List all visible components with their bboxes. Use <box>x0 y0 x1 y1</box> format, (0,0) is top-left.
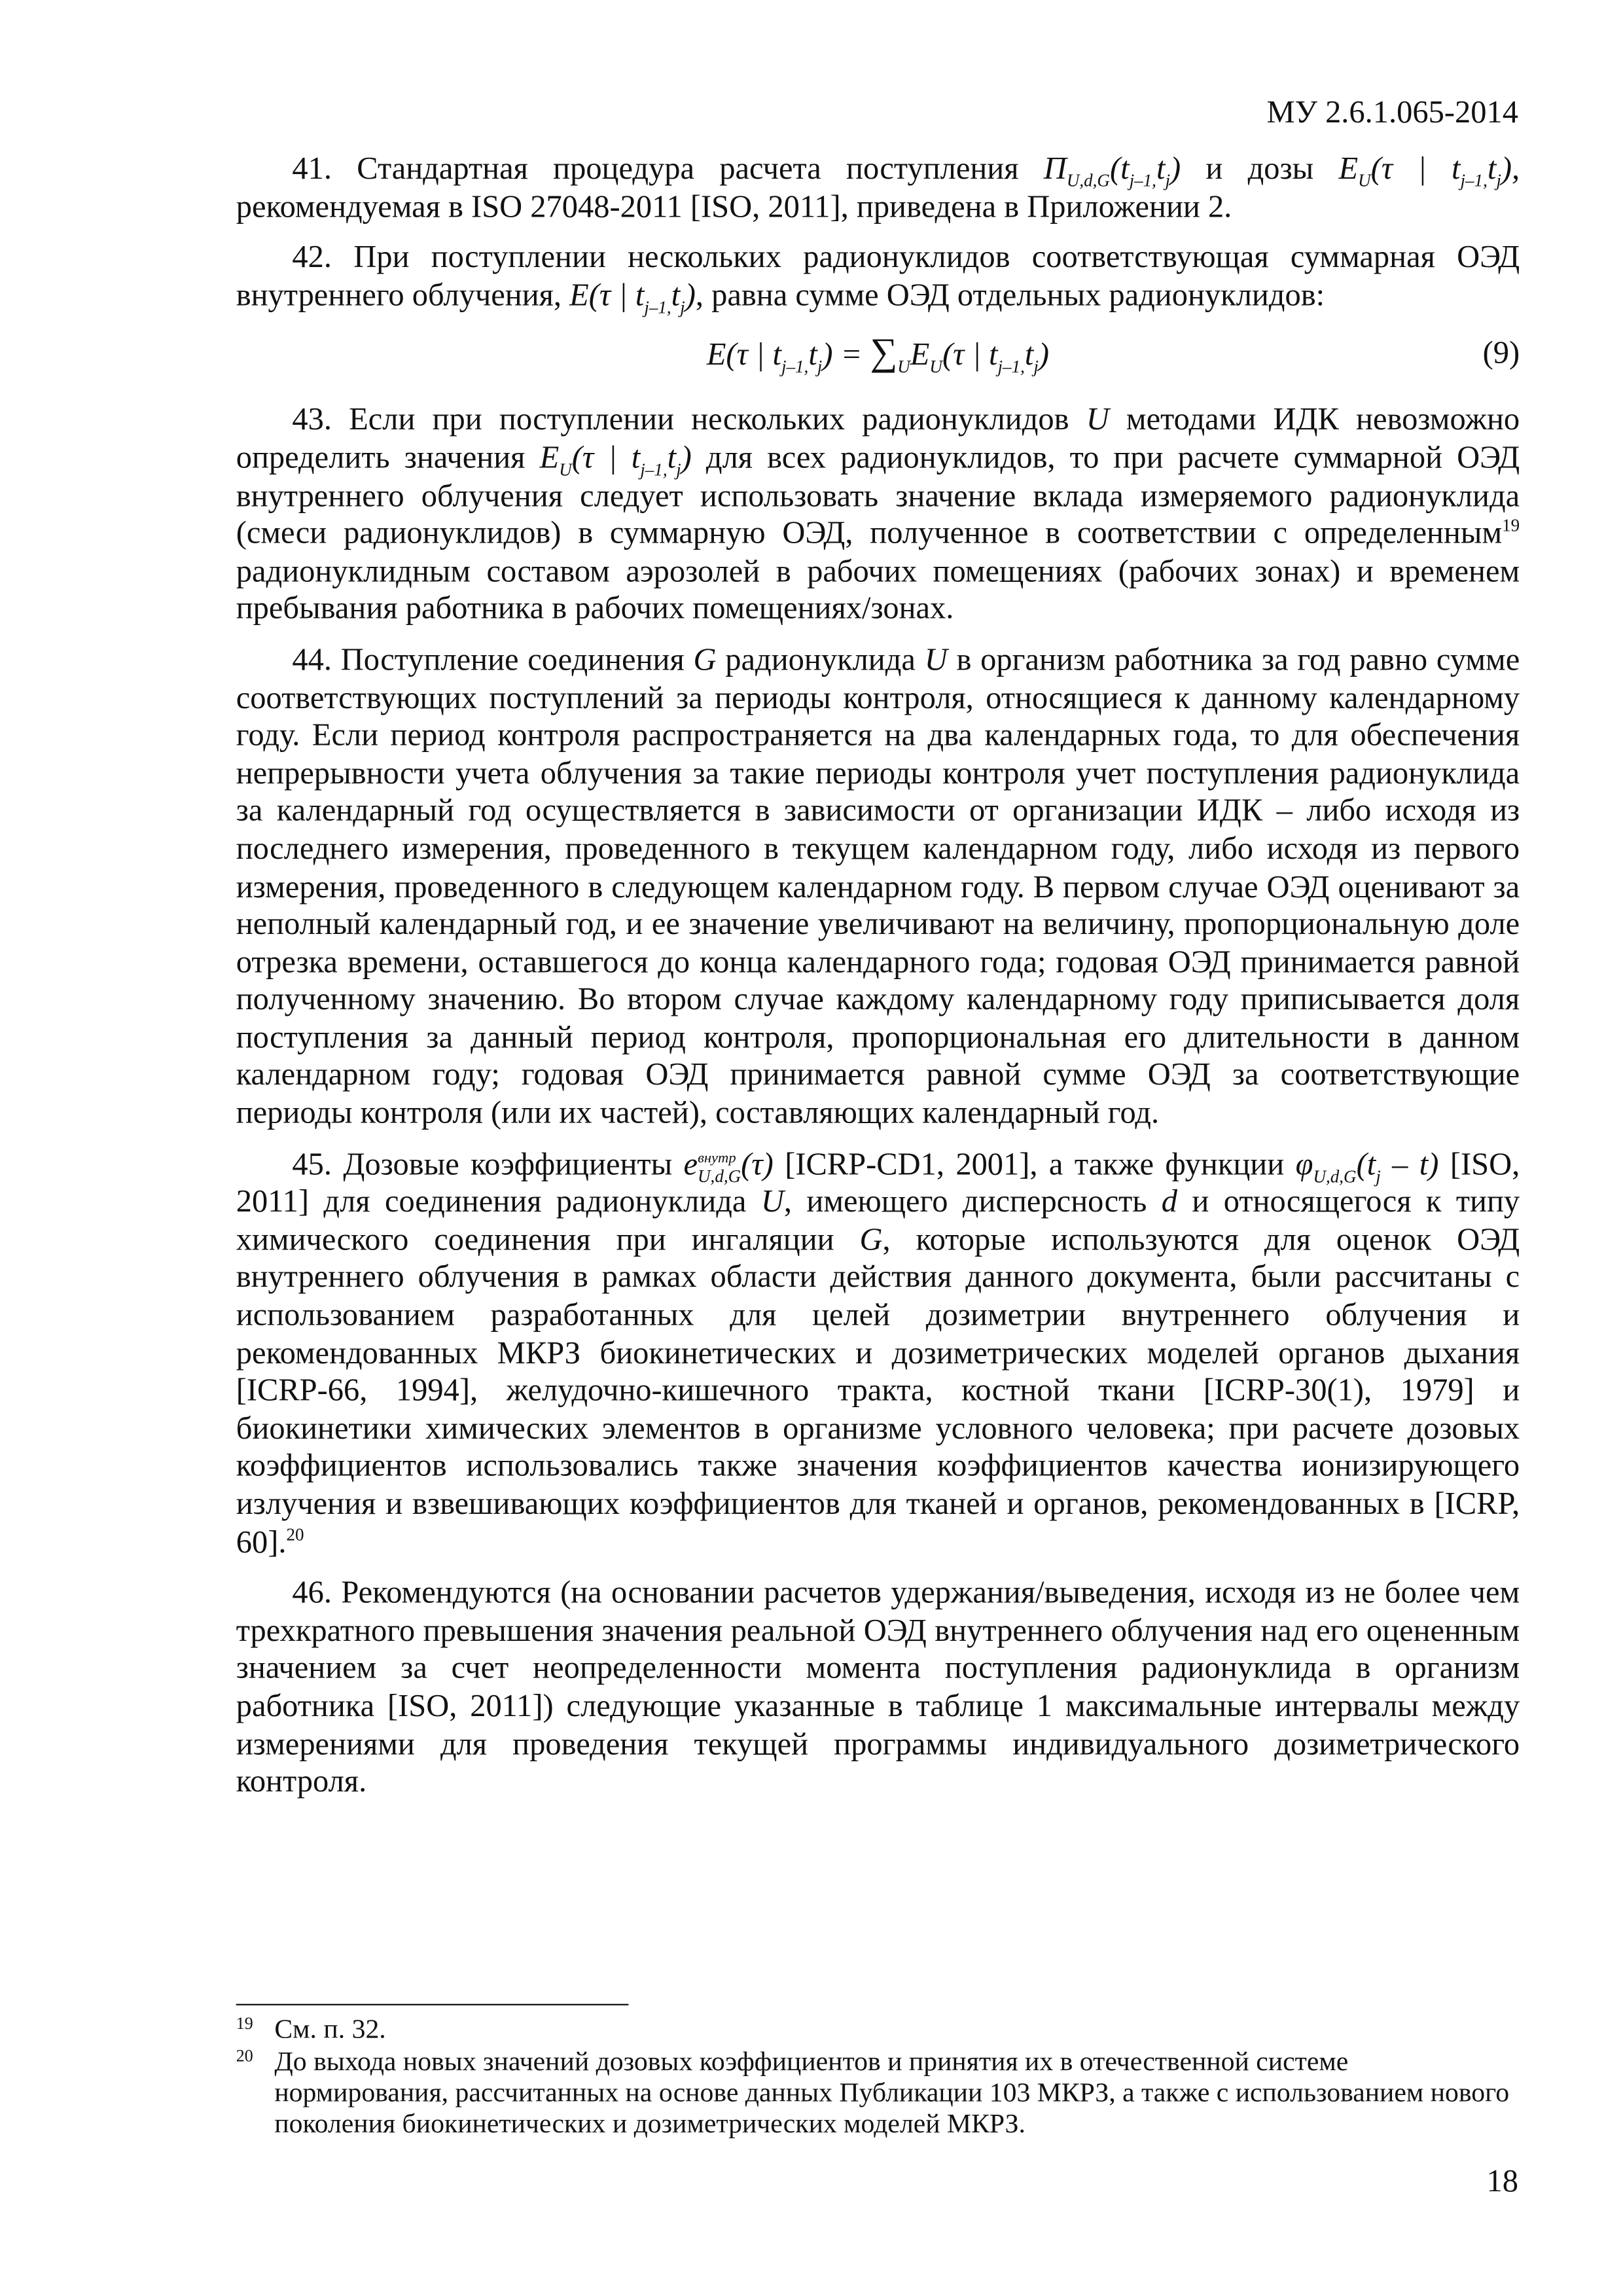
equation-9-body: E(τ | $t_{j-1,}t_j) = \sum_UE_U(\tau$ | $t_{j-1,}t_j$) <box>706 331 1050 378</box>
phi-function-formula: $\varphi_{U,d,G}(t_j - t)$ <box>1295 1146 1439 1187</box>
page-body <box>236 151 1520 1815</box>
page-number: 18 <box>1486 2163 1518 2199</box>
equation-9 <box>236 328 1520 393</box>
total-dose-formula: E(τ | $t_{j-1,}t_j$) <box>569 277 696 317</box>
dose-coefficient-formula: $e^{внутр}_{U,d,G}(\tau)$ <box>683 1146 774 1187</box>
paragraph-42: 42. При поступлении нескольких радионуклидов соответствующая суммарная ОЭД внутреннего облучения, E(τ | $t_{j-1,}t_j$), равна сумме ОЭД отдельных радионуклидов: <box>236 239 1520 317</box>
footnote-19: 19 См. п. 32. <box>236 2015 386 2045</box>
nuclide-dose-formula: $E_U(\tau$ | $t_{j-1,}t_j$) <box>539 439 692 480</box>
footnotes <box>236 2016 1520 2143</box>
footnote-20: 20 До выхода новых значений дозовых коэффициентов и принятия их в отечественной системе нормирования, рассчитанных на основе данных Публикации 103 МКРЗ, а также с использованием нового поколения биокинетических и дозиметрических моделей МКРЗ. <box>236 2048 1510 2140</box>
paragraph-45: 45. Дозовые коэффициенты $e^{внутр}_{U,d,G}(\tau)$ [ICRP-CD1, 2001], а также функции $\varphi_{U,d,G}(t_j - t)$ [ISO, 2011] для соединения радионуклида U, имеющего дисперсность d и относящегося к типу химического соединения при ингаляции G, которые используются для оценок ОЭД внутреннего облучения в рамках области действия данного документа, были рассчитаны с использованием разработанных для целей дозиметрии внутреннего облучения и рекомендованных МКРЗ биокинетических и дозиметрических моделей органов дыхания [ICRP-66, 1994], желудочно-кишечного тракта, костной ткани [ICRP-30(1), 1979] и биокинетики химических элементов в организме условного человека; при расчете дозовых коэффициентов использовались также значения коэффициентов качества ионизирующего излучения и взвешивающих коэффициентов для тканей и органов, рекомендованных в [ICRP, 60].$^{20}$ <box>236 1146 1520 1560</box>
paragraph-46: 46. Рекомендуются (на основании расчетов удержания/выведения, исходя из не более чем трехкратного превышения значения реальной ОЭД внутреннего облучения над его оцененным значением за счет неопределенности момента поступления радионуклида в организм работника [ISO, 2011]) следующие указанные в таблице 1 максимальные интервалы между измерениями для проведения текущей программы индивидуального дозиметрического контроля. <box>236 1575 1520 1799</box>
paragraph-43: 43. Если при поступлении нескольких радионуклидов U методами ИДК невозможно определить значения $E_U(\tau$ | $t_{j-1,}t_j$) для всех радионуклидов, то при расчете суммарной ОЭД внутреннего облучения следует использовать значение вклада измеряемого радионуклида (смеси радионуклидов) в суммарную ОЭД, полученное в соответствии с определенным$^{19}$ радионуклидным составом аэрозолей в рабочих помещениях (рабочих зонах) и временем пребывания работника в рабочих помещениях/зонах. <box>236 402 1520 626</box>
equation-number: (9) <box>1482 335 1520 371</box>
footnote-ref-19[interactable]: 19 <box>1502 514 1520 536</box>
footnote-divider <box>236 2004 629 2005</box>
paragraph-44: 44. Поступление соединения G радионуклида U в организм работника за год равно сумме соответствующих поступлений за периоды контроля, относящиеся к данному календарному году. Если период контроля распространяется на два календарных года, то для обеспечения непрерывности учета облучения за такие периоды контроля учет поступления радионуклида за календарный год осуществляется в зависимости от организации ИДК – либо исходя из последнего измерения, проведенного в текущем календарном году, либо исходя из первого измерения, проведенного в следующем календарном году. В первом случае ОЭД оценивают за неполный календарный год, и ее значение увеличивают на величину, пропорциональную доле отрезка времени, оставшегося до конца календарного года; годовая ОЭД принимается равной полученному значению. Во втором случае каждому календарному году приписывается доля поступления за данный период контроля, пропорциональная его длительности в данном календарном году; годовая ОЭД принимается равной сумме ОЭД за соответствующие периоды контроля (или их частей), составляющих календарный год. <box>236 641 1520 1131</box>
footnote-ref-20[interactable]: 20 <box>286 1523 304 1545</box>
intake-formula: $\Pi_{U,d,G}(t_{j-1,}t_j)$ <box>1043 150 1181 191</box>
paragraph-41: 41. Стандартная процедура расчета поступления $\Pi_{U,d,G}(t_{j-1,}t_j)$ и дозы $E_U(\tau$ | $t_{j-1,}t_j$), рекомендуемая в ISO 27048-2011 [ISO, 2011], приведена в Приложении 2. <box>236 150 1520 224</box>
sum-symbol: ∑ <box>870 331 898 374</box>
dose-formula: $E_U(\tau$ | $t_{j-1,}t_j$), <box>1338 150 1520 191</box>
document-id: МУ 2.6.1.065-2014 <box>1266 94 1518 130</box>
